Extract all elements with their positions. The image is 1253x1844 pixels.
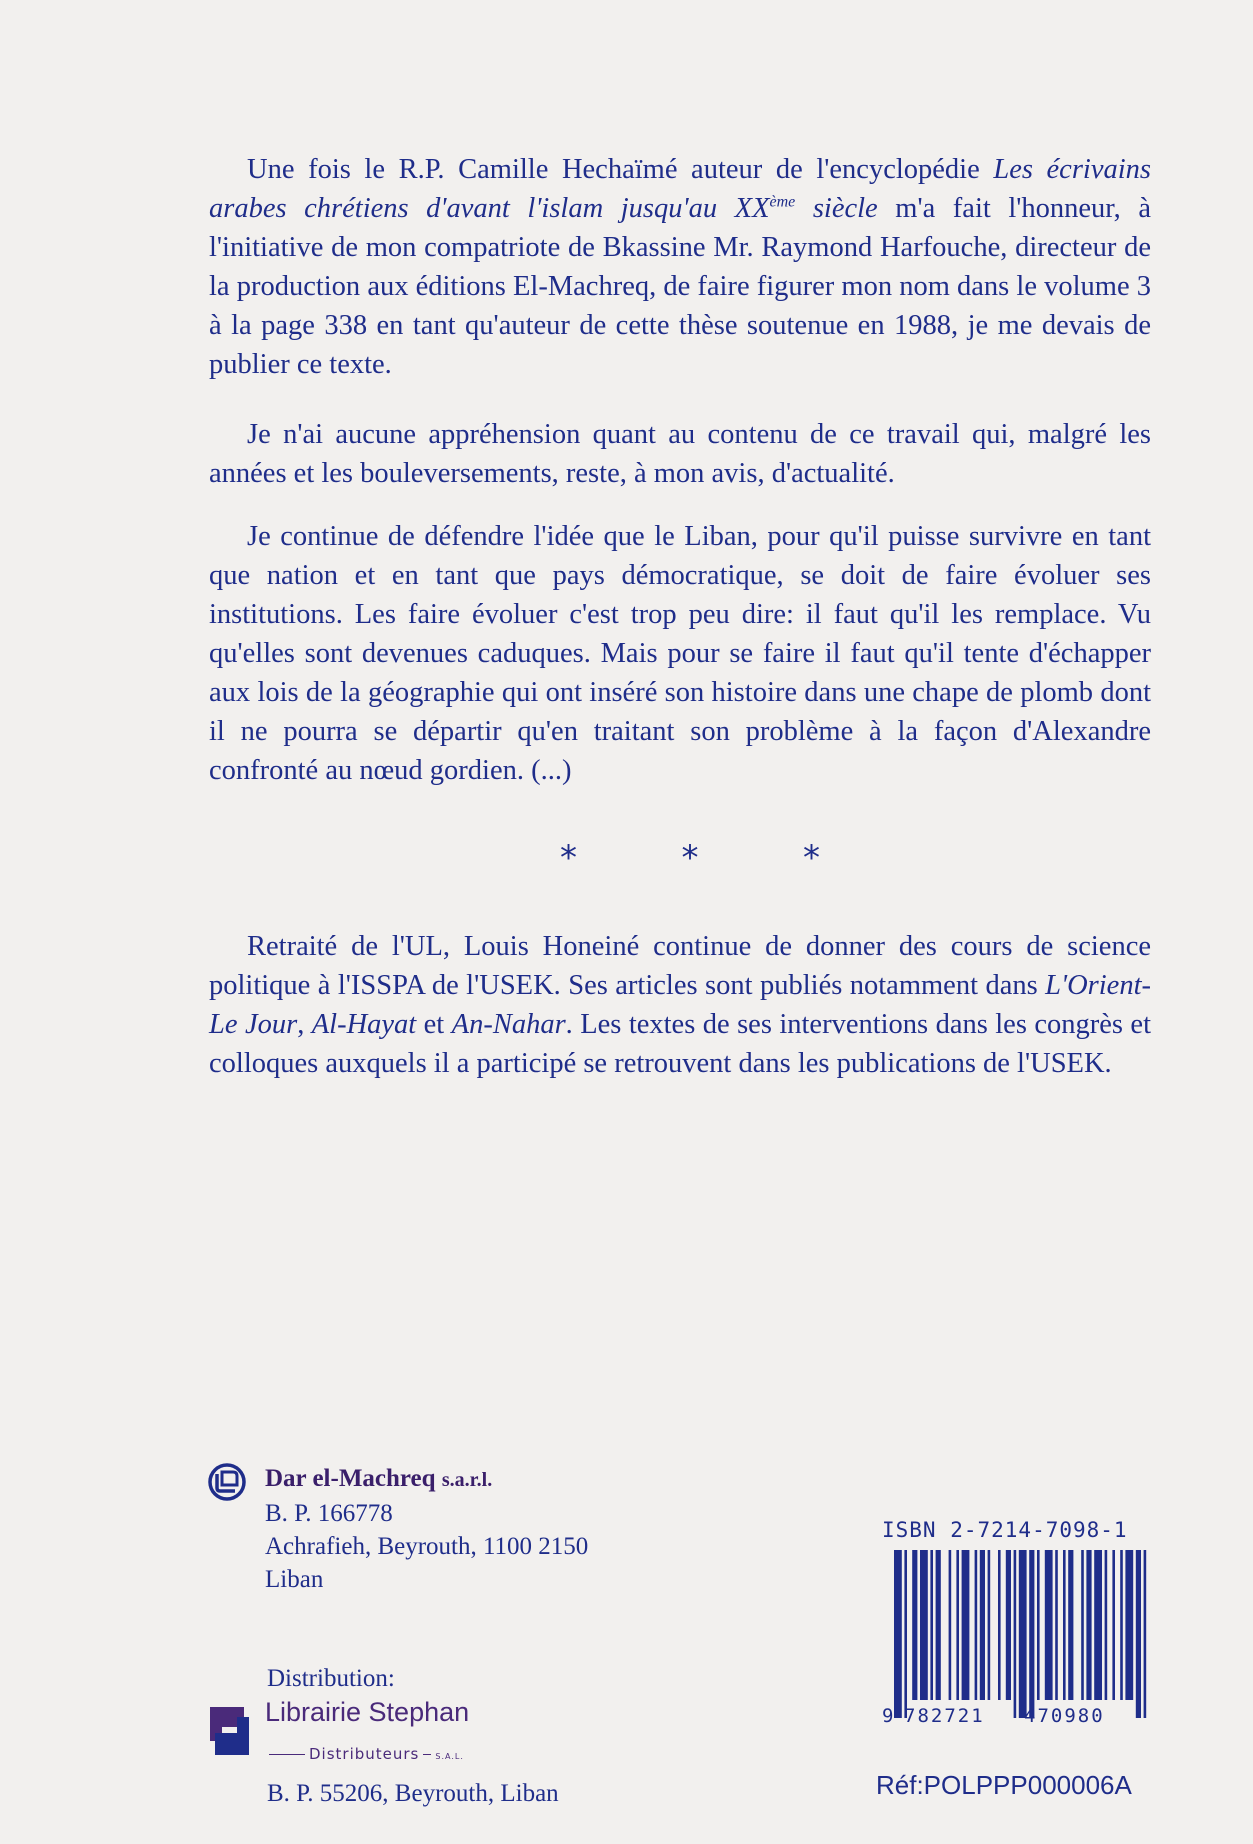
distributor-subtitle: Distributeurs S.A.L. [265, 1745, 464, 1763]
barcode-bar [912, 1550, 917, 1700]
separator-star: * [560, 838, 577, 878]
barcode-bar [1105, 1550, 1108, 1700]
paragraph-1-text-d: m'a fait l'honneur, à l'initiative de mon compatriote de Bkassine Mr. Raymond Harfouche, directeur de la production aux éditions El-Machreq, de faire figurer mon nom dans le volume 3 à la page 338 en tant qu'auteur de cette thèse soutenue en 1988, je me devais de publier ce texte. [209, 193, 1151, 380]
encyclopedia-title: Les écrivains arabes chrétiens d'avant l'islam jusqu'au XXème siècle [209, 154, 1151, 224]
paragraph-3: Je continue de défendre l'idée que le Liban, pour qu'il puisse survivre en tant que nation et en tant que pays démocratique, se doit de faire évoluer ses institutions. Les faire évoluer c'est trop peu dire: il faut qu'il les remplace. Vu qu'elles sont devenues caduques. Mais pour se faire il faut qu'il tente d'échapper aux lois de la géographie qui ont inséré son histoire dans une chape de plomb dont il ne pourra se départir qu'en traitant son problème à la façon d'Alexandre confronté au nœud gordien. (...) [209, 521, 1151, 786]
barcode-bar [956, 1550, 959, 1700]
barcode-bar [904, 1550, 907, 1718]
publisher-name: Dar el-Machreq s.a.r.l. [265, 1465, 493, 1492]
distributor-name: Librairie Stephan [265, 1697, 470, 1727]
barcode-bar [1019, 1550, 1027, 1718]
section-separator [560, 838, 820, 878]
barcode-bar [1029, 1550, 1034, 1718]
barcode-bar [988, 1550, 991, 1700]
distributor-address: B. P. 55206, Beyrouth, Liban [267, 1780, 559, 1807]
publisher-city: Achrafieh, Beyrouth, 1100 2150 [265, 1533, 589, 1560]
newspaper-alhayat: Al-Hayat [311, 1009, 417, 1040]
barcode-bar [1144, 1550, 1147, 1718]
publisher-address [265, 1462, 685, 1596]
barcode-bar [1045, 1550, 1053, 1700]
barcode-digit-first: 9 [882, 1705, 896, 1725]
barcode-bar [980, 1550, 985, 1700]
barcode-bar [1125, 1550, 1133, 1700]
author-bio: Retraité de l'UL, Louis Honeiné continue de donner des cours de science politique à l'ISSPA de l'USEK. Ses articles sont publiés notamment dans L'Orient-Le Jour, Al-Hayat et An-Nahar. Les textes de ses interventions dans les congrès et colloques auxquels il a participé se retrouvent dans les publications de l'USEK. [209, 931, 1151, 1079]
paragraph-2: Je n'ai aucune appréhension quant au contenu de ce travail qui, malgré les années et les bouleversements, reste, à mon avis, d'actualité. [209, 419, 1151, 489]
barcode-bar [1006, 1550, 1011, 1700]
isbn-barcode [882, 1550, 1147, 1725]
barcode-bar [1037, 1550, 1040, 1700]
paragraph-1-text-a: Une fois le R.P. Camille Hechaïmé auteur de l'encyclopédie [247, 154, 994, 185]
barcode-digits-right: 470980 [1024, 1705, 1105, 1725]
barcode-bar [1081, 1550, 1084, 1700]
separator-star: * [681, 838, 699, 878]
barcode-bar [930, 1550, 933, 1700]
newspaper-annahar: An-Nahar [451, 1009, 566, 1040]
barcode-bar [1055, 1550, 1058, 1700]
barcode-bar [1120, 1550, 1123, 1700]
barcode-bar [1063, 1550, 1066, 1700]
dar-el-machreq-logo-icon [207, 1462, 247, 1502]
barcode-bar [1014, 1550, 1017, 1718]
barcode-bar [975, 1550, 978, 1700]
barcode-bar [1136, 1550, 1141, 1718]
barcode-bar [1094, 1550, 1102, 1700]
newspaper-lorient: L'Orient-Le Jour [209, 970, 1151, 1040]
barcode-bar [936, 1550, 941, 1700]
librairie-stephan-logo-icon [207, 1703, 251, 1759]
barcode-bar [962, 1550, 970, 1700]
barcode-bar [920, 1550, 928, 1700]
barcode-bar [1112, 1550, 1115, 1700]
separator-star: * [803, 838, 820, 878]
publisher-po-box: B. P. 166778 [265, 1500, 393, 1527]
barcode-bar [894, 1550, 902, 1718]
distribution-label: Distribution: [267, 1665, 395, 1692]
reference-code: Réf:POLPPP000006A [876, 1770, 1132, 1800]
barcode-bar [1068, 1550, 1073, 1700]
barcode-block [876, 1518, 1152, 1800]
isbn-number: ISBN 2-7214-7098-1 [882, 1518, 1128, 1542]
publisher-country: Liban [265, 1566, 324, 1593]
barcode-bar [1086, 1550, 1091, 1700]
barcode-bar [998, 1550, 1001, 1700]
paragraph-1 [209, 150, 1151, 384]
barcode-bar [949, 1550, 952, 1700]
barcode-digits-left: 782721 [904, 1705, 985, 1725]
